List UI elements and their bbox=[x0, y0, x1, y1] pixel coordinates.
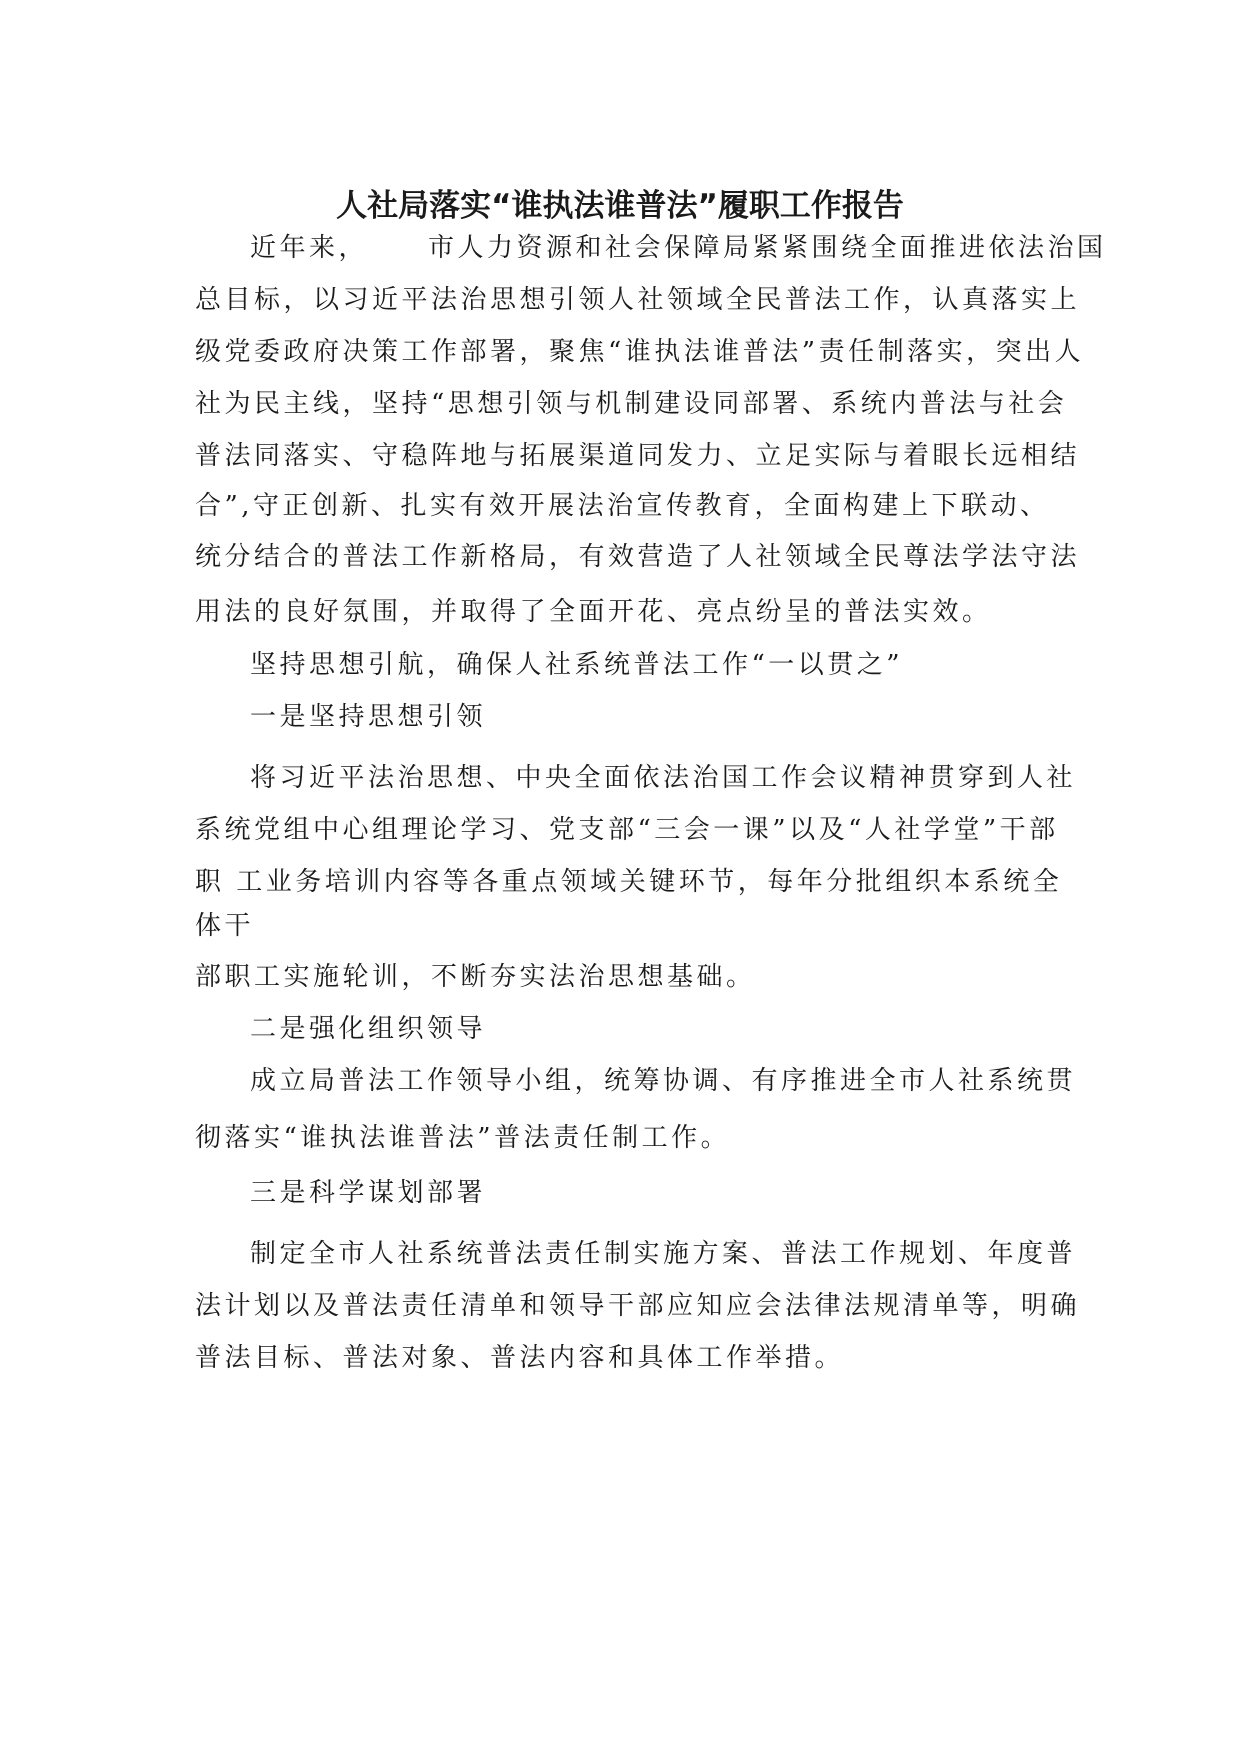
subsection-heading: 一是坚持思想引领 bbox=[250, 702, 487, 732]
paragraph-line: 成立局普法工作领导小组，统筹协调、有序推进全市人社系统贯 bbox=[250, 1066, 1077, 1096]
paragraph-line: 制定全市人社系统普法责任制实施方案、普法工作规划、年度普 bbox=[250, 1239, 1077, 1269]
paragraph-line: 法计划以及普法责任清单和领导干部应知应会法律法规清单等，明确 bbox=[195, 1291, 1081, 1321]
subsection-heading: 三是科学谋划部署 bbox=[250, 1178, 487, 1208]
paragraph-line: 统分结合的普法工作新格局，有效营造了人社领域全民尊法学法守法 bbox=[195, 542, 1081, 572]
paragraph-line-start: 近年来， bbox=[250, 233, 369, 263]
paragraph-line: 总目标，以习近平法治思想引领人社领域全民普法工作，认真落实上 bbox=[195, 285, 1081, 315]
paragraph-line bbox=[250, 228, 1107, 268]
paragraph-line: 级党委政府决策工作部署，聚焦“谁执法谁普法”责任制落实，突出人 bbox=[195, 337, 1085, 367]
paragraph-line: 体干 bbox=[195, 911, 255, 941]
paragraph-line: 彻落实“谁执法谁普法”普法责任制工作。 bbox=[195, 1123, 731, 1153]
paragraph-line: 普法目标、普法对象、普法内容和具体工作举措。 bbox=[195, 1343, 845, 1373]
paragraph-line: 系统党组中心组理论学习、党支部“三会一课”以及“人社学堂”干部 bbox=[195, 815, 1059, 845]
section-heading: 坚持思想引航，确保人社系统普法工作“一以贯之” bbox=[250, 650, 904, 680]
paragraph-line: 部职工实施轮训，不断夯实法治思想基础。 bbox=[195, 962, 756, 992]
paragraph-line: 职 工业务培训内容等各重点领域关键环节，每年分批组织本系统全 bbox=[195, 867, 1063, 897]
paragraph-line: 社为民主线，坚持“思想引领与机制建设同部署、系统内普法与社会 bbox=[195, 389, 1068, 419]
paragraph-line-rest: 市人力资源和社会保障局紧紧围绕全面推进依法治国 bbox=[428, 233, 1107, 263]
paragraph-line: 用法的良好氛围，并取得了全面开花、亮点纷呈的普法实效。 bbox=[195, 597, 992, 627]
paragraph-line: 普法同落实、守稳阵地与拓展渠道同发力、立足实际与着眼长远相结 bbox=[195, 441, 1081, 471]
document-title: 人社局落实“谁执法谁普法”履职工作报告 bbox=[336, 188, 904, 224]
paragraph-line: 合”,守正创新、扎实有效开展法治宣传教育，全面构建上下联动、 bbox=[195, 491, 1050, 521]
subsection-heading: 二是强化组织领导 bbox=[250, 1014, 487, 1044]
paragraph-line: 将习近平法治思想、中央全面依法治国工作会议精神贯穿到人社 bbox=[250, 763, 1077, 793]
